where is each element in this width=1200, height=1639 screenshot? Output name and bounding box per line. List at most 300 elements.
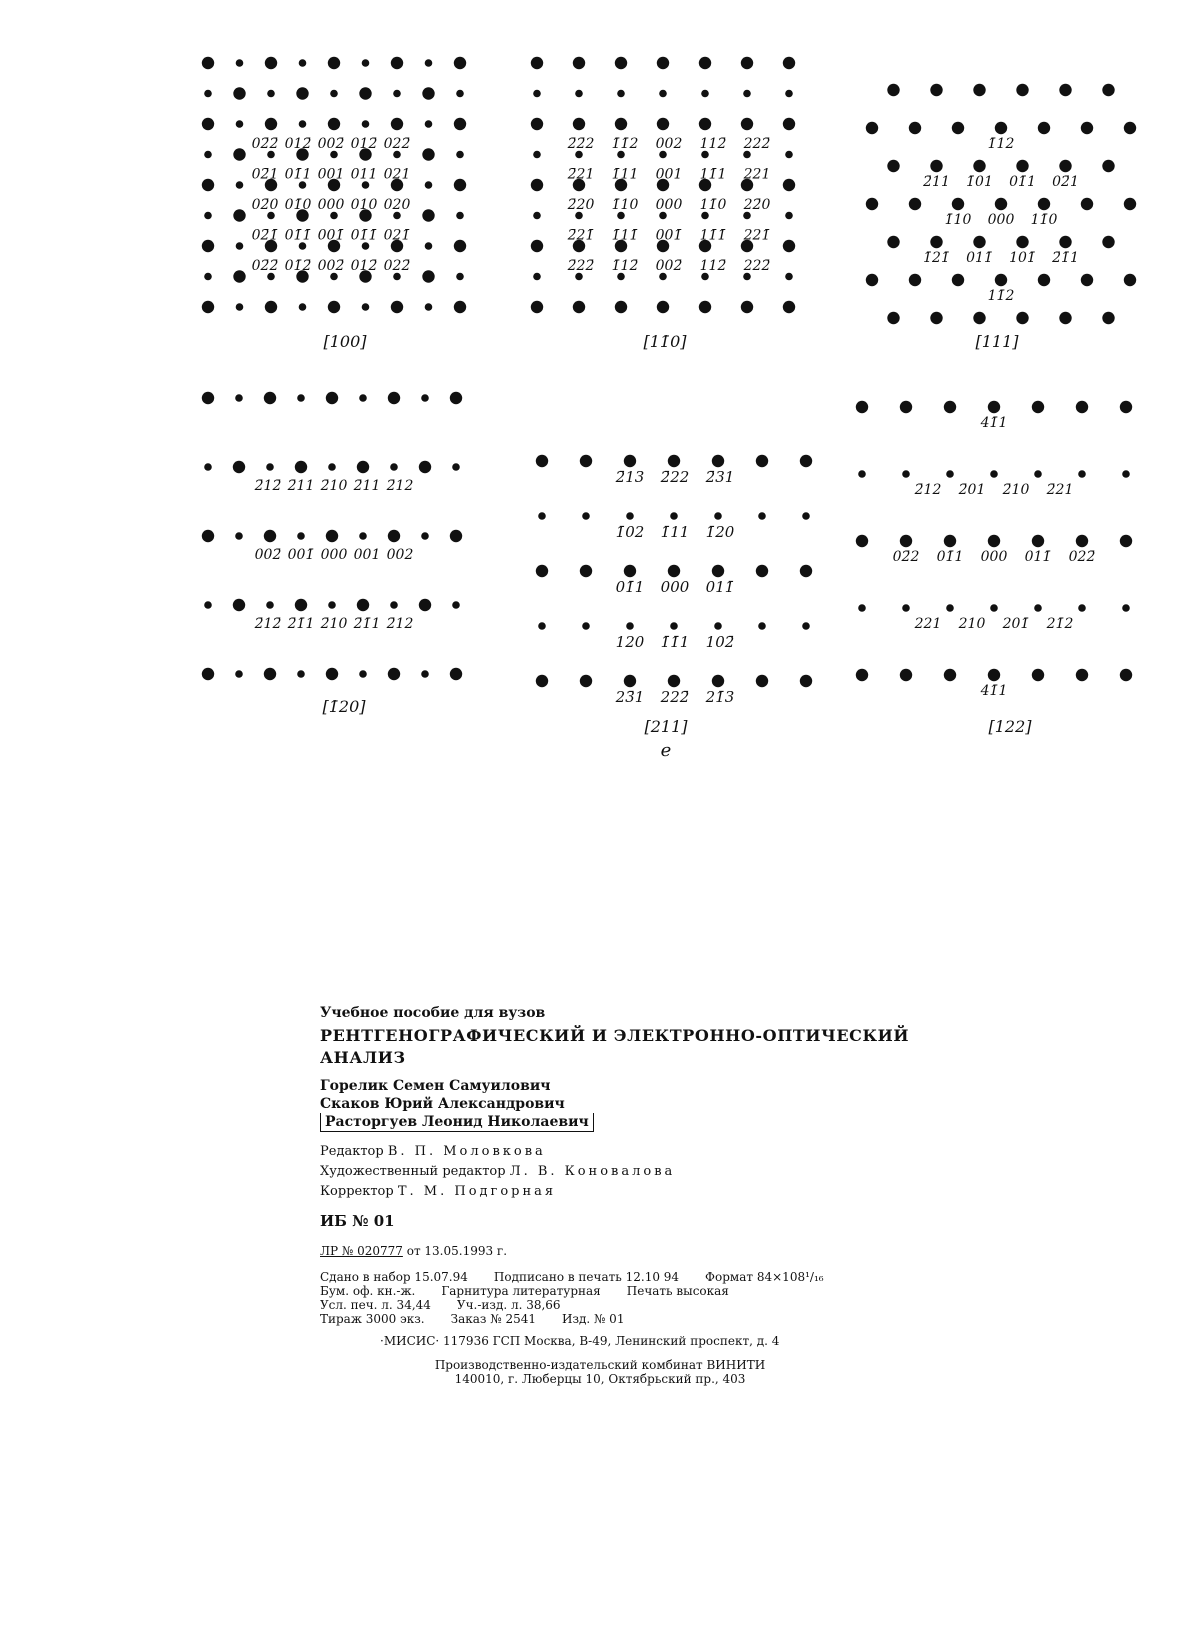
diffraction-spot [233,270,245,282]
miller-index-label: 2̄13 [615,468,645,486]
miller-index-label: 2̄21 [567,166,595,183]
diffraction-spot [236,303,244,311]
miller-index-label: 001̄ [655,227,683,244]
diffraction-spot [657,301,669,313]
diffraction-spot [536,565,548,577]
diffraction-spot [299,303,307,311]
diffraction-spot [785,151,793,159]
diffraction-spot [236,120,244,128]
diffraction-spot [391,301,403,313]
spec-cell: Заказ № 2541 [450,1312,536,1326]
diffraction-spot [909,122,921,134]
diffraction-spot [785,90,793,98]
zone-axis-caption: [211] [644,717,688,736]
spec-cell: Формат 84×108¹/₁₆ [705,1270,824,1284]
miller-index-label: 01̄1 [615,578,645,596]
diffraction-spot [328,57,340,69]
diffraction-spot [419,461,431,473]
diffraction-spot [758,622,766,630]
diffraction-spot [1076,669,1088,681]
diffraction-spot [452,463,460,471]
diffraction-spot [531,240,543,252]
diffraction-spot [359,670,367,678]
diffraction-spot [624,565,636,577]
diffraction-spot [615,57,627,69]
diffraction-spot [454,301,466,313]
diffraction-spot [900,401,912,413]
diffraction-spot [802,622,810,630]
diffraction-spot [1124,274,1136,286]
diffraction-spot [450,530,462,542]
miller-index-label: 1̄01 [966,174,993,190]
diffraction-spot [1102,84,1114,96]
diffraction-spot [626,622,634,630]
diffraction-spot [264,668,276,680]
miller-index-label: 011̄ [705,578,735,596]
miller-index-label: 02̄2̄ [251,258,279,274]
miller-index-label: 011̄ [1024,549,1052,565]
diffraction-spot [1016,312,1028,324]
miller-index-label: 1̄10 [611,197,639,213]
diffraction-spot [456,212,464,220]
diffraction-spot [299,120,307,128]
diffraction-spot [264,392,276,404]
diffraction-spot [856,401,868,413]
miller-index-label: 1̄20 [705,523,735,541]
diffraction-spot [419,599,431,611]
miller-index-label: 1̄21̄ [923,250,950,266]
diffraction-spot [204,273,212,281]
miller-index-label: 01̄1 [936,549,964,565]
diffraction-spot [328,601,336,609]
diffraction-spot [391,57,403,69]
editorial-staff [320,1142,960,1202]
publisher-address: ·МИСИС· 117936 ГСП Москва, В-49, Ленинский проспект, д. 4 [380,1334,780,1348]
diffraction-spot [699,118,711,130]
miller-index-label: 2̄12 [914,482,942,498]
miller-index-label: 01̄0 [284,197,312,213]
author-3-boxed: Расторгуев Леонид Николаевич [320,1113,594,1132]
diffraction-spot [204,601,212,609]
miller-index-label: 2̄12̄ [254,616,282,632]
diffraction-spot [1081,198,1093,210]
miller-index-label: 2̄21̄ [567,227,595,244]
miller-index-label: 01̄1 [1009,174,1036,190]
author-2: Скаков Юрий Александрович [320,1096,565,1112]
diffraction-spot [359,394,367,402]
diffraction-spot [233,148,245,160]
miller-index-label: 02̄1̄ [251,227,279,244]
diffraction-spot [743,90,751,98]
diffraction-spot [573,118,585,130]
miller-index-label: 2̄11 [287,478,315,494]
miller-index-label: 1̄11̄ [611,227,639,244]
miller-index-label: 11̄0 [1030,212,1058,228]
miller-index-label: 01̄1̄ [284,227,312,244]
miller-index-label: 201̄ [1002,616,1030,632]
diffraction-spot [701,90,709,98]
miller-index-label: 001̄ [287,547,315,563]
spec-cell: Уч.-изд. л. 38,66 [456,1298,561,1312]
diffraction-spot [233,87,245,99]
diffraction-spot [1124,198,1136,210]
diffraction-spot [425,181,433,189]
spec-cell: Бум. оф. кн.-ж. [320,1284,416,1298]
diffraction-spot [1059,312,1071,324]
miller-index-label: 000 [317,197,345,213]
diffraction-spot [362,59,370,67]
diffraction-spot [783,301,795,313]
miller-index-label: 1̄11 [660,523,690,541]
diffraction-spot [393,90,401,98]
miller-index-label: 002̄ [655,258,683,274]
diffraction-spot [887,160,899,172]
miller-index-label: 222̄ [743,258,771,274]
diffraction-spot [990,604,998,612]
miller-index-label: 2̄12̄ [254,478,282,494]
miller-index-label: 01̄1̄ [350,227,378,244]
diffraction-spot [390,463,398,471]
diffraction-spot [887,84,899,96]
art-editor-name: Л. В. Коновалова [509,1164,676,1179]
miller-index-label: 022̄ [383,136,411,152]
diffraction-spot [456,273,464,281]
miller-index-label: 1̄11 [611,166,639,183]
diffraction-spot [902,604,910,612]
miller-index-label: 010 [350,197,378,213]
diffraction-spot [866,122,878,134]
miller-index-label: 000 [655,197,683,213]
diffraction-spot [944,401,956,413]
miller-index-label: 2̄1̄1 [353,616,381,632]
diffraction-spot [1122,604,1130,612]
lr-number: ЛР № 020777 [320,1244,403,1258]
diffraction-spot [580,675,592,687]
diffraction-spot [856,535,868,547]
miller-index-label: 1̄1̄2 [611,136,639,152]
diffraction-spot [783,179,795,191]
miller-index-label: 011 [350,166,378,183]
diffraction-spot [421,394,429,402]
miller-index-label: 2̄1̄1 [1052,250,1079,266]
miller-index-label: 000 [980,549,1008,565]
miller-index-label: 22̄0 [743,197,771,213]
miller-index-label: 11̄0 [699,197,727,213]
diffraction-spot [1102,160,1114,172]
miller-index-label: 1̄1̄1 [660,633,690,651]
diffraction-spot [235,532,243,540]
miller-index-label: 221 [743,166,771,183]
editor-role: Редактор [320,1144,384,1159]
authors [320,1077,960,1132]
diffraction-spot [668,565,680,577]
diffraction-spot [783,57,795,69]
diffraction-spot [575,90,583,98]
diffraction-spot [454,118,466,130]
miller-index-label: 011̄ [966,250,993,266]
diffraction-spot [712,455,724,467]
diffraction-spot [902,470,910,478]
miller-index-label: 002̄ [317,136,345,152]
miller-index-label: 222̄ [743,136,771,152]
diffraction-spot [856,669,868,681]
diffraction-spot [944,669,956,681]
miller-index-label: 221 [914,616,942,632]
diffraction-spot [712,675,724,687]
miller-index-label: 2̄1̄1 [287,616,315,632]
diffraction-spot [450,668,462,680]
diffraction-spot [1076,401,1088,413]
diffraction-spot [657,57,669,69]
miller-index-label: 021 [383,166,411,183]
miller-index-label: 11̄1̄ [699,227,727,244]
diffraction-spot [573,301,585,313]
diffraction-spot [699,301,711,313]
miller-index-label: 11̄1 [699,166,727,183]
diffraction-spot [1016,160,1028,172]
diffraction-spot [1059,84,1071,96]
print-specifications [320,1270,960,1326]
diffraction-spot [204,463,212,471]
miller-index-label: 21̄3 [705,688,735,706]
book-subtitle: Учебное пособие для вузов [320,1005,546,1021]
corrector-line [320,1182,960,1202]
diffraction-spot [204,151,212,159]
diffraction-spot [930,312,942,324]
diffraction-spot [1122,470,1130,478]
diffraction-spot [295,461,307,473]
diffraction-spot [326,392,338,404]
miller-index-label: 02̄2 [892,549,920,565]
lr-date: от 13.05.1993 г. [406,1244,508,1258]
diffraction-spot [756,455,768,467]
diffraction-spot [995,274,1007,286]
diffraction-spot [758,512,766,520]
diffraction-spot [1120,535,1132,547]
diffraction-spot [202,240,214,252]
corrector-role: Корректор [320,1184,394,1199]
diffraction-spot [204,90,212,98]
diffraction-spot [233,209,245,221]
diffraction-spot [866,198,878,210]
diffraction-spot [236,59,244,67]
diffraction-spot [422,209,434,221]
diffraction-spot [236,181,244,189]
diffraction-spot [909,274,921,286]
colophon [320,1005,960,1386]
diffraction-spot [202,668,214,680]
miller-index-label: 000 [987,212,1015,228]
diffraction-spot [712,565,724,577]
author-1: Горелик Семен Самуилович [320,1078,551,1094]
spec-row [320,1284,960,1298]
diffraction-spot [1032,535,1044,547]
miller-index-label: 101̄ [1009,250,1036,266]
corrector-name: Т. М. Подгорная [397,1184,557,1199]
diffraction-spot [624,455,636,467]
diffraction-spot [328,301,340,313]
diffraction-spot [973,160,985,172]
diffraction-spot [454,240,466,252]
diffraction-spot [657,118,669,130]
diffraction-spot [359,87,371,99]
diffraction-spot [357,461,369,473]
diffraction-spot [297,670,305,678]
diffraction-spot [785,212,793,220]
miller-index-label: 012̄ [350,258,378,274]
diffraction-spot [615,118,627,130]
miller-index-label: 2̄12 [386,478,414,494]
diffraction-spot [202,530,214,542]
spec-row [320,1298,960,1312]
diffraction-spot [668,675,680,687]
spec-cell: Гарнитура литературная [441,1284,601,1298]
spec-cell: Сдано в набор 15.07.94 [320,1270,468,1284]
miller-index-label: 2̄01 [958,482,986,498]
miller-index-label: 001 [655,166,683,183]
book-title-line-1: РЕНТГЕНОГРАФИЧЕСКИЙ И ЭЛЕКТРОННО-ОПТИЧЕСКИЙ [320,1026,910,1045]
diffraction-spot [617,90,625,98]
miller-index-label: 022̄ [383,258,411,274]
miller-index-label: 002 [655,136,683,152]
diffraction-spot [1016,236,1028,248]
miller-index-label: 000 [660,578,690,596]
miller-index-label: 2̄10 [320,478,348,494]
spec-cell: Печать высокая [626,1284,729,1298]
diffraction-spot [699,57,711,69]
zone-axis-caption: [111] [975,332,1019,351]
diffraction-spot [670,512,678,520]
diffraction-spot [202,179,214,191]
diffraction-spot [973,84,985,96]
art-editor-line [320,1162,960,1182]
miller-index-label: 2̄21 [1046,482,1074,498]
miller-index-label: 1̄02 [615,523,645,541]
diffraction-spot [756,565,768,577]
diffraction-spot [359,532,367,540]
diffraction-spot [388,530,400,542]
electron-diffraction-patterns [0,0,1200,760]
diffraction-spot [202,301,214,313]
miller-index-label: 1̄12̄ [611,258,639,274]
diffraction-spot [267,90,275,98]
diffraction-spot [265,118,277,130]
diffraction-spot [264,530,276,542]
diffraction-spot [668,455,680,467]
diffraction-spot [362,120,370,128]
diffraction-spot [1038,198,1050,210]
diffraction-spot [421,670,429,678]
diffraction-spot [802,512,810,520]
miller-index-label: 2̄22̄ [567,258,595,274]
diffraction-spot [533,273,541,281]
diffraction-spot [536,455,548,467]
diffraction-spot [266,463,274,471]
diffraction-spot [930,84,942,96]
diffraction-spot [533,212,541,220]
figure-part-letter: e [660,740,672,760]
diffraction-spot [582,512,590,520]
diffraction-spot [456,151,464,159]
diffraction-spot [1059,236,1071,248]
miller-index-label: 2̄11 [353,478,381,494]
miller-index-label: 222̄ [660,688,690,706]
miller-index-label: 021̄ [383,227,411,244]
diffraction-spot [421,532,429,540]
diffraction-spot [741,301,753,313]
diffraction-spot [973,236,985,248]
miller-index-label: 112̄ [699,258,727,274]
spec-cell: Усл. печ. л. 34,44 [320,1298,431,1312]
diffraction-spot [456,90,464,98]
miller-index-label: 2̄22 [660,468,690,486]
diffraction-spot [531,301,543,313]
diffraction-spot [326,668,338,680]
diffraction-spot [582,622,590,630]
miller-index-label: 120 [615,633,645,651]
spec-cell: Изд. № 01 [561,1312,625,1326]
miller-index-label: 102̄ [705,633,735,651]
diffraction-spot [952,274,964,286]
diffraction-spot [900,535,912,547]
diffraction-spot [266,601,274,609]
miller-index-label: 000 [320,547,348,563]
zone-axis-caption: [11̄0] [643,332,687,351]
diffraction-spot [800,675,812,687]
diffraction-spot [297,532,305,540]
diffraction-spot [1032,669,1044,681]
diffraction-spot [783,240,795,252]
diffraction-spot [887,236,899,248]
miller-index-label: 012̄ [350,136,378,152]
spec-row [320,1270,960,1284]
diffraction-spot [670,622,678,630]
diffraction-spot [1034,604,1042,612]
diffraction-spot [1038,274,1050,286]
diffraction-spot [1120,669,1132,681]
diffraction-spot [887,312,899,324]
editor-line [320,1142,960,1162]
diffraction-spot [454,57,466,69]
miller-index-label: 02̄2̄ [251,136,279,152]
diffraction-spot [235,670,243,678]
miller-index-label: 01̄2̄ [284,258,312,274]
diffraction-spot [236,242,244,250]
diffraction-spot [425,303,433,311]
zone-axis-caption: [100] [323,332,367,351]
diffraction-spot [930,236,942,248]
miller-index-label: 11̄2 [987,288,1015,304]
miller-index-label: 02̄1 [1052,174,1079,190]
diffraction-spot [452,601,460,609]
diffraction-spot [531,179,543,191]
diffraction-spot [988,535,1000,547]
diffraction-spot [909,198,921,210]
miller-index-label: 112̄ [699,136,727,152]
diffraction-spot [714,512,722,520]
diffraction-spot [930,160,942,172]
diffraction-spot [450,392,462,404]
plant-name: Производственно-издательский комбинат ВИНИТИ [434,1358,766,1372]
diffraction-spot [391,118,403,130]
diffraction-spot [425,242,433,250]
diffraction-spot [1076,535,1088,547]
diffraction-spot [454,179,466,191]
diffraction-spot [388,392,400,404]
diffraction-spot [580,455,592,467]
diffraction-spot [973,312,985,324]
diffraction-spot [265,57,277,69]
